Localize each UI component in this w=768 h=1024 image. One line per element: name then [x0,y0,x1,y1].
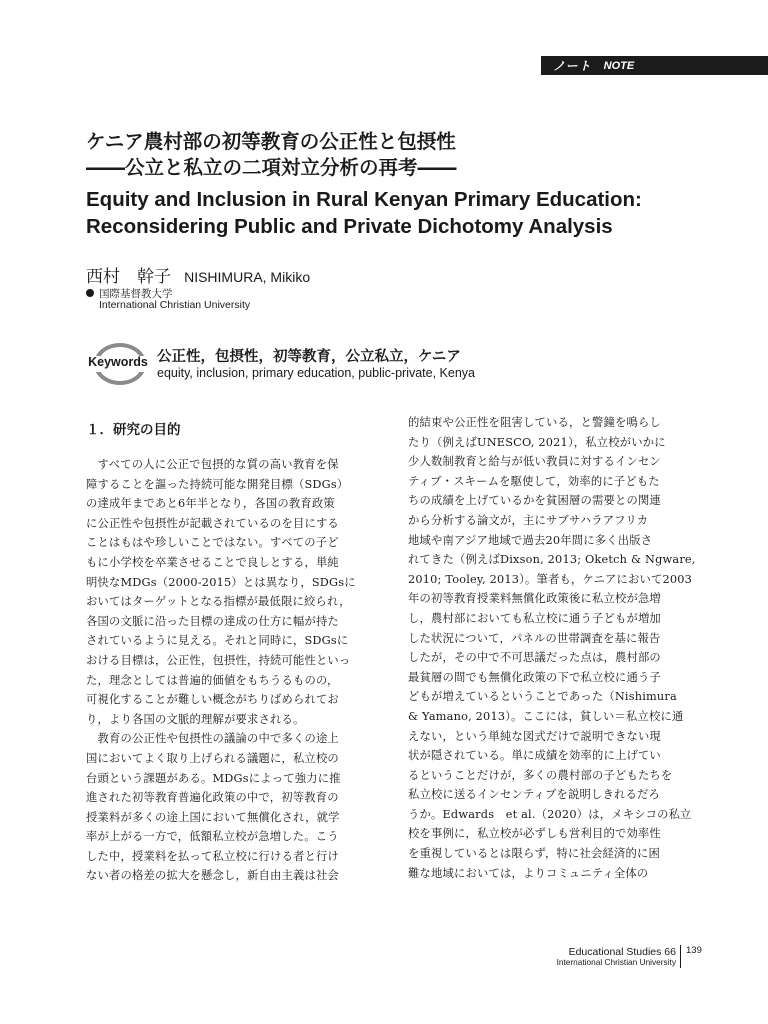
footer-institution: International Christian University [556,957,676,967]
body-text-line: おいてはターゲットとなる指標が最低限に絞られ， [86,595,351,609]
body-text-line: 進された初等教育普遍化政策の中で，初等教育の [86,791,339,805]
body-text-line: もに小学校を卒業させることで良しとする，単純 [86,555,339,569]
body-text-line: ことはもはや珍しいことではない。すべての子ど [86,536,339,550]
body-text-line: 明快なMDGs（2000-2015）とは異なり，SDGsに [86,575,356,589]
affiliation-jp: 国際基督教大学 [99,288,173,300]
body-text-line: た，理念としては普遍的価値をもちうるものの， [86,673,339,687]
note-label-jp: ノート [553,59,592,73]
body-text-line: 国においてよく取り上げられる議題に，私立校の [86,751,339,765]
body-text-line: 状が隠されている。単に成績を効率的に上げてい [408,749,661,763]
body-text-line: 的結束や公正性を阻害している，と警鐘を鳴らし [408,416,661,429]
section-heading: １．研究の目的 [86,422,181,438]
author-name-jp: 西村 幹子 [86,267,171,287]
body-text-line: 地域や南アジア地域で過去20年間に多く出版さ [408,533,653,547]
body-text-line: り，より各国の文脈的理解が要求される。 [86,712,305,726]
keywords-badge [86,341,150,387]
body-text-line: した状況について，パネルの世帯調査を基に報告 [408,631,661,645]
note-label-en: NOTE [603,59,635,72]
body-text-line: 台頭という課題がある。MDGsによって強力に推 [86,771,341,785]
body-text-line: ティブ・スキームを駆使して，効率的に子どもた [408,474,660,488]
keywords-label: Keywords [88,355,148,369]
body-text-line: したが，その中で不可思議だった点は，農村部の [408,651,661,665]
keywords-jp: 公正性，包摂性，初等教育，公立私立，ケニア [157,349,461,365]
body-text-line: した中，授業料を払って私立校に行ける者と行け [86,849,339,863]
body-text-line: 障することを謳った持続可能な開発目標（SDGs） [86,477,349,491]
body-text-line: に公正性や包摂性が記載されているのを目にする [86,516,339,530]
affiliation-en: International Christian University [99,299,251,311]
body-text-line: 最貧層の間でも無償化政策の下で私立校に通う子 [408,670,661,684]
body-text-line: えない，という単純な図式だけで説明できない現 [408,729,661,743]
author-name-en: NISHIMURA, Mikiko [184,269,311,285]
body-column-left [86,455,386,886]
body-text-line: 授業料が多くの途上国において無償化され，就学 [86,810,340,824]
body-text-line: を重視しているとは限らず，特に社会経済的に困 [408,847,661,861]
body-text-line: おける目標は，公正性，包摂性，持続可能性といっ [86,653,351,667]
body-text-line: 教育の公正性や包摂性の議論の中で多くの途上 [86,732,339,746]
body-text-line: 私立校に送るインセンティブを説明しきれるだろ [408,788,661,802]
body-text-line: されているように見える。それと同時に，SDGsに [86,634,349,648]
body-text-line: 各国の文脈に沿った目標の達成の仕方に幅が持た [86,614,339,628]
body-text-line: ない者の格差の拡大を懸念し，新自由主義は社会 [86,869,339,883]
body-text-line: の達成年まであと6年半となり，各国の教育政策 [86,497,335,511]
body-text-line: るということだけが，多くの農村部の子どもたちを [408,768,673,782]
body-text-line: うか。Edwards et al.（2020）は，メキシコの私立 [408,807,692,821]
body-text-line: 難な地域においては，よりコミュニティ全体の [408,866,649,880]
body-text-line: 率が上がる一方で，低額私立校が急増した。こう [86,830,339,844]
body-text-line: れてきた（例えばDixson, 2013; Oketch & Ngware, [408,553,696,567]
body-text-line: すべての人に公正で包摂的な質の高い教育を保 [86,458,339,471]
body-text-line: ちの成績を上げているかを貧困層の需要との関連 [408,494,661,508]
body-text-line: から分析する論文が，主にサブサハラアフリカ [408,513,649,527]
title-jp-line1: ケニア農村部の初等教育の公正性と包摂性 [86,130,456,153]
body-column-right [408,413,708,883]
title-en-line1: Equity and Inclusion in Rural Kenyan Primary Education: [86,188,642,211]
body-text-line: どもが増えているということであった（Nishimura [408,690,677,704]
body-text-line: たり（例えばUNESCO, 2021），私立校がいかに [408,435,666,449]
author-line [86,262,310,287]
page-number: 139 [686,945,702,956]
title-en-line2: Reconsidering Public and Private Dichotomy Analysis [86,215,613,238]
body-text-line: 年の初等教育授業料無償化政策後に私立校が急増 [408,592,661,606]
title-jp-line2: ――公立と私立の二項対立分析の再考―― [86,156,457,179]
body-text-line: 2010; Tooley, 2013）。筆者も，ケニアにおいて2003 [408,572,693,586]
affiliation-bullet-icon [86,289,94,297]
note-label-bar [541,56,768,75]
footer-divider [680,945,681,968]
footer-journal: Educational Studies 66 [568,946,676,958]
body-text-line: 校を事例に，私立校が必ずしも営利目的で効率性 [408,827,661,841]
body-text-line: 少人数制教育と給与が低い教員に対するインセン [408,455,661,469]
body-text-line: し，農村部においても私立校に通う子どもが増加 [408,611,661,625]
body-text-line: & Yamano, 2013）。ここには，貧しい＝私立校に通 [408,709,684,723]
body-text-line: 可視化することが難しい概念がちりばめられてお [86,693,339,707]
keywords-en: equity, inclusion, primary education, public-private, Kenya [157,366,475,380]
